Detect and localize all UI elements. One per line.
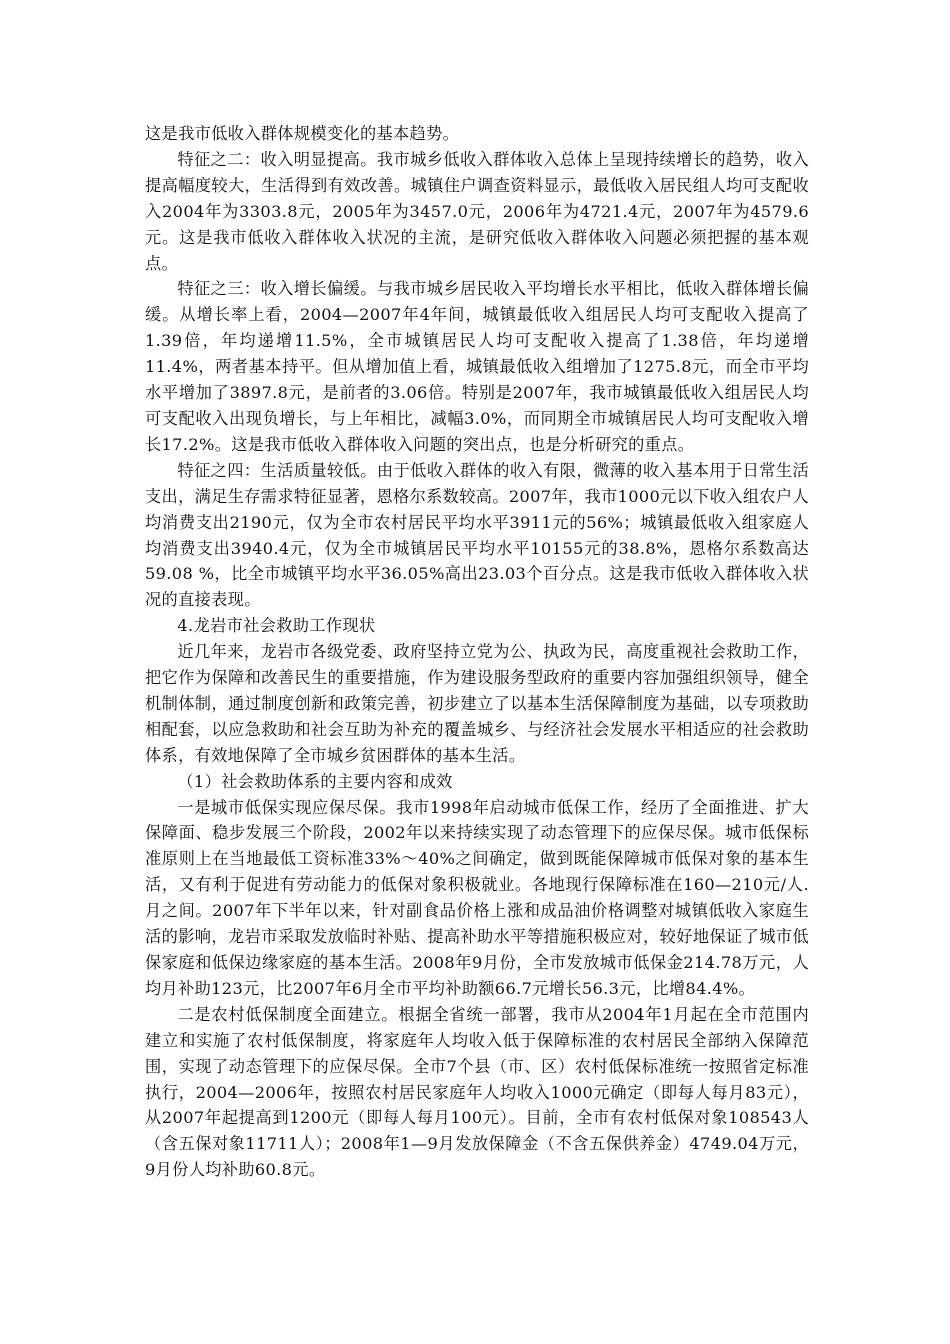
subsection-heading-relief-system: （1）社会救助体系的主要内容和成效 <box>177 771 453 791</box>
section-heading-relief-status: 4.龙岩市社会救助工作现状 <box>177 616 376 636</box>
paragraph-feature-three: 特征之三：收入增长偏缓。与我市城乡居民收入平均增长水平相比，低收入群体增长偏缓。从增长率上看，2004—2007年4年间，城镇最低收入组居民人均可支配收入提高了1.39倍，年均递增11.5%，全市城镇居民人均可支配收入提高了1.38倍，年均递增11.4%，两者基本持平。但从增加值上看，城镇最低收入组增加了1275.8元，而全市平均水平增加了3897.8元，是前者的3.06倍。特别是2007年，我市城镇最低收入组居民人均可支配收入出现负增长，与上年相比，减幅3.0%，而同期全市城镇居民人均可支配收入增长17.2%。这是我市低收入群体收入问题的突出点，也是分析研究的重点。 <box>145 279 809 454</box>
paragraph-relief-overview: 近几年来，龙岩市各级党委、政府坚持立党为公、执政为民，高度重视社会救助工作，把它作为保障和改善民生的重要措施，作为建设服务型政府的重要内容加强组织领导，健全机制体制，通过制度创新和政策完善，初步建立了以基本生活保障制度为基础，以专项救助相配套，以应急救助和社会互助为补充的覆盖城乡、与经济社会发展水平相适应的社会救助体系，有效地保障了全市城乡贫困群体的基本生活。 <box>145 642 809 765</box>
paragraph-rural-minimum-living: 二是农村低保制度全面建立。根据全省统一部署，我市从2004年1月起在全市范围内建立和实施了农村低保制度，将家庭年人均收入低于保障标准的农村居民全部纳入保障范围，实现了动态管理下的应保尽保。全市7个县（市、区）农村低保标准统一按照省定标准执行，2004—2006年，按照农村居民家庭年人均收入1000元确定（即每人每月83元），从2007年起提高到1200元（即每人每月100元）。目前，全市有农村低保对象108543人（含五保对象11711人）；2008年1—9月发放保障金（不含五保供养金）4749.04万元，9月份人均补助60.8元。 <box>145 1004 809 1180</box>
paragraph-feature-four: 特征之四：生活质量较低。由于低收入群体的收入有限，微薄的收入基本用于日常生活支出，满足生存需求特征显著，恩格尔系数较高。2007年，我市1000元以下收入组农户人均消费支出2190元，仅为全市农村居民平均水平3911元的56%；城镇最低收入组家庭人均消费支出3940.4元，仅为全市城镇居民平均水平10155元的38.8%，恩格尔系数高达59.08 %，比全市城镇平均水平36.05%高出23.03个百分点。这是我市低收入群体收入状况的直接表现。 <box>145 460 810 610</box>
document-body <box>145 121 809 1183</box>
paragraph-trend-summary: 这是我市低收入群体规模变化的基本趋势。 <box>145 124 460 143</box>
paragraph-urban-minimum-living: 一是城市低保实现应保尽保。我市1998年启动城市低保工作，经历了全面推进、扩大保障面、稳步发展三个阶段，2002年以来持续实现了动态管理下的应保尽保。城市低保标准原则上在当地最低工资标准33%～40%之间确定，做到既能保障城市低保对象的基本生活，又有利于促进有劳动能力的低保对象积极就业。各地现行保障标准在160—210元/人.月之间。2007年下半年以来，针对副食品价格上涨和成品油价格调整对城镇低收入家庭生活的影响，龙岩市采取发放临时补贴、提高补助水平等措施积极应对，较好地保证了城市低保家庭和低保边缘家庭的基本生活。2008年9月份，全市发放城市低保金214.78万元，人均月补助123元，比2007年6月全市平均补助额66.7元增长56.3元，比增84.4%。 <box>145 797 809 998</box>
paragraph-feature-two: 特征之二：收入明显提高。我市城乡低收入群体收入总体上呈现持续增长的趋势，收入提高幅度较大，生活得到有效改善。城镇住户调查资料显示，最低收入居民组人均可支配收入2004年为3303.8元，2005年为3457.0元，2006年为4721.4元，2007年为4579.6元。这是我市低收入群体收入状况的主流，是研究低收入群体收入问题必须把握的基本观点。 <box>145 149 809 273</box>
